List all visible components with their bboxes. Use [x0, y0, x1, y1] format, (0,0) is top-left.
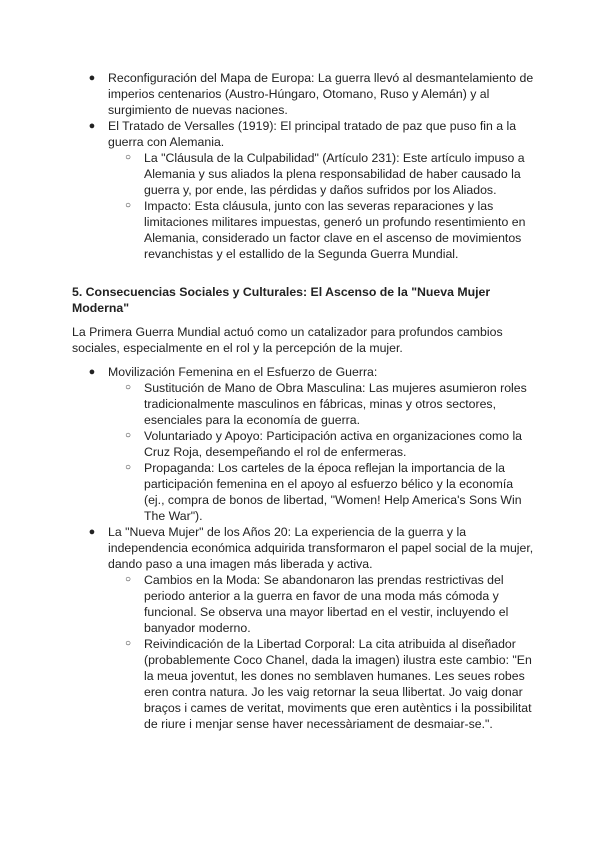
bullet-circle: ○: [124, 462, 132, 473]
bullet-circle: ○: [124, 638, 132, 649]
list-item-text: Movilización Femenina en el Esfuerzo de Guerra:: [108, 365, 378, 379]
consequences-list: [72, 70, 534, 262]
sublist-item: [108, 460, 534, 524]
bullet-disc: ●: [88, 120, 96, 132]
bullet-circle: ○: [124, 200, 132, 211]
sublist-item: [108, 636, 534, 732]
list-item: [72, 118, 534, 262]
list-item-text: Reconfiguración del Mapa de Europa: La guerra llevó al desmantelamiento de imperios centenarios (Austro-Húngaro, Otomano, Ruso y Alemán) y al surgimiento de nuevas naciones.: [108, 71, 534, 117]
sublist: [108, 572, 534, 732]
sublist-item: [108, 150, 534, 198]
sublist-item: [108, 572, 534, 636]
sublist-item-text: Propaganda: Los carteles de la época reflejan la importancia de la participación femenina en el apoyo al esfuerzo bélico y la economía (ej., compra de bonos de libertad, "Women! Help America's Sons Win The War").: [144, 461, 522, 523]
list-item: [72, 70, 534, 118]
section-intro: La Primera Guerra Mundial actuó como un catalizador para profundos cambios sociales, especialmente en el rol y la percepción de la mujer.: [72, 325, 503, 355]
women-list: [72, 364, 534, 732]
sublist: [108, 380, 534, 524]
bullet-circle: ○: [124, 430, 132, 441]
sublist-item: [108, 380, 534, 428]
list-item: [72, 524, 534, 732]
bullet-disc: ●: [88, 366, 96, 378]
bullet-circle: ○: [124, 152, 132, 163]
list-item: [72, 364, 534, 524]
sublist-item-text: La "Cláusula de la Culpabilidad" (Artículo 231): Este artículo impuso a Alemania y sus aliados la plena responsabilidad de haber causado la guerra y, por ende, las pérdidas y daños sufridos por los Aliados.: [144, 151, 525, 197]
sublist-item-text: Sustitución de Mano de Obra Masculina: Las mujeres asumieron roles tradicionalmente masculinos en fábricas, minas y otros sectores, esenciales para la economía de guerra.: [144, 381, 527, 427]
bullet-circle: ○: [124, 382, 132, 393]
sublist-item: [108, 198, 534, 262]
section-heading: 5. Consecuencias Sociales y Culturales: El Ascenso de la "Nueva Mujer Moderna": [72, 285, 491, 315]
sublist: [108, 150, 534, 262]
sublist-item: [108, 428, 534, 460]
document-content: [72, 70, 534, 732]
sublist-item-text: Reivindicación de la Libertad Corporal: La cita atribuida al diseñador (probablemente Coco Chanel, dada la imagen) ilustra este cambio: "En la meua joventut, les dones no semblaven humanes. Les seues robes eren contra natura. Jo les vaig retornar la seua llibertat. Jo vaig donar braços i cames de veritat, moviments que eren autèntics i la possibilitat de riure i menjar sense haver necessàriament de desmaiar-se.".: [144, 637, 532, 731]
sublist-item-text: Impacto: Esta cláusula, junto con las severas reparaciones y las limitaciones militares impuestas, generó un profundo resentimiento en Alemania, considerado un factor clave en el ascenso de movimientos revanchistas y el estallido de la Segunda Guerra Mundial.: [144, 199, 526, 261]
sublist-item-text: Cambios en la Moda: Se abandonaron las prendas restrictivas del periodo anterior a la guerra en favor de una moda más cómoda y funcional. Se observa una mayor libertad en el vestir, incluyendo el banyador moderno.: [144, 573, 509, 635]
list-item-text: El Tratado de Versalles (1919): El principal tratado de paz que puso fin a la guerra con Alemania.: [108, 119, 517, 149]
bullet-circle: ○: [124, 574, 132, 585]
sublist-item-text: Voluntariado y Apoyo: Participación activa en organizaciones como la Cruz Roja, desempeñando el rol de enfermeras.: [144, 429, 523, 459]
list-item-text: La "Nueva Mujer" de los Años 20: La experiencia de la guerra y la independencia económica adquirida transformaron el papel social de la mujer, dando paso a una imagen más liberada y activa.: [108, 525, 534, 571]
bullet-disc: ●: [88, 526, 96, 538]
bullet-disc: ●: [88, 72, 96, 84]
